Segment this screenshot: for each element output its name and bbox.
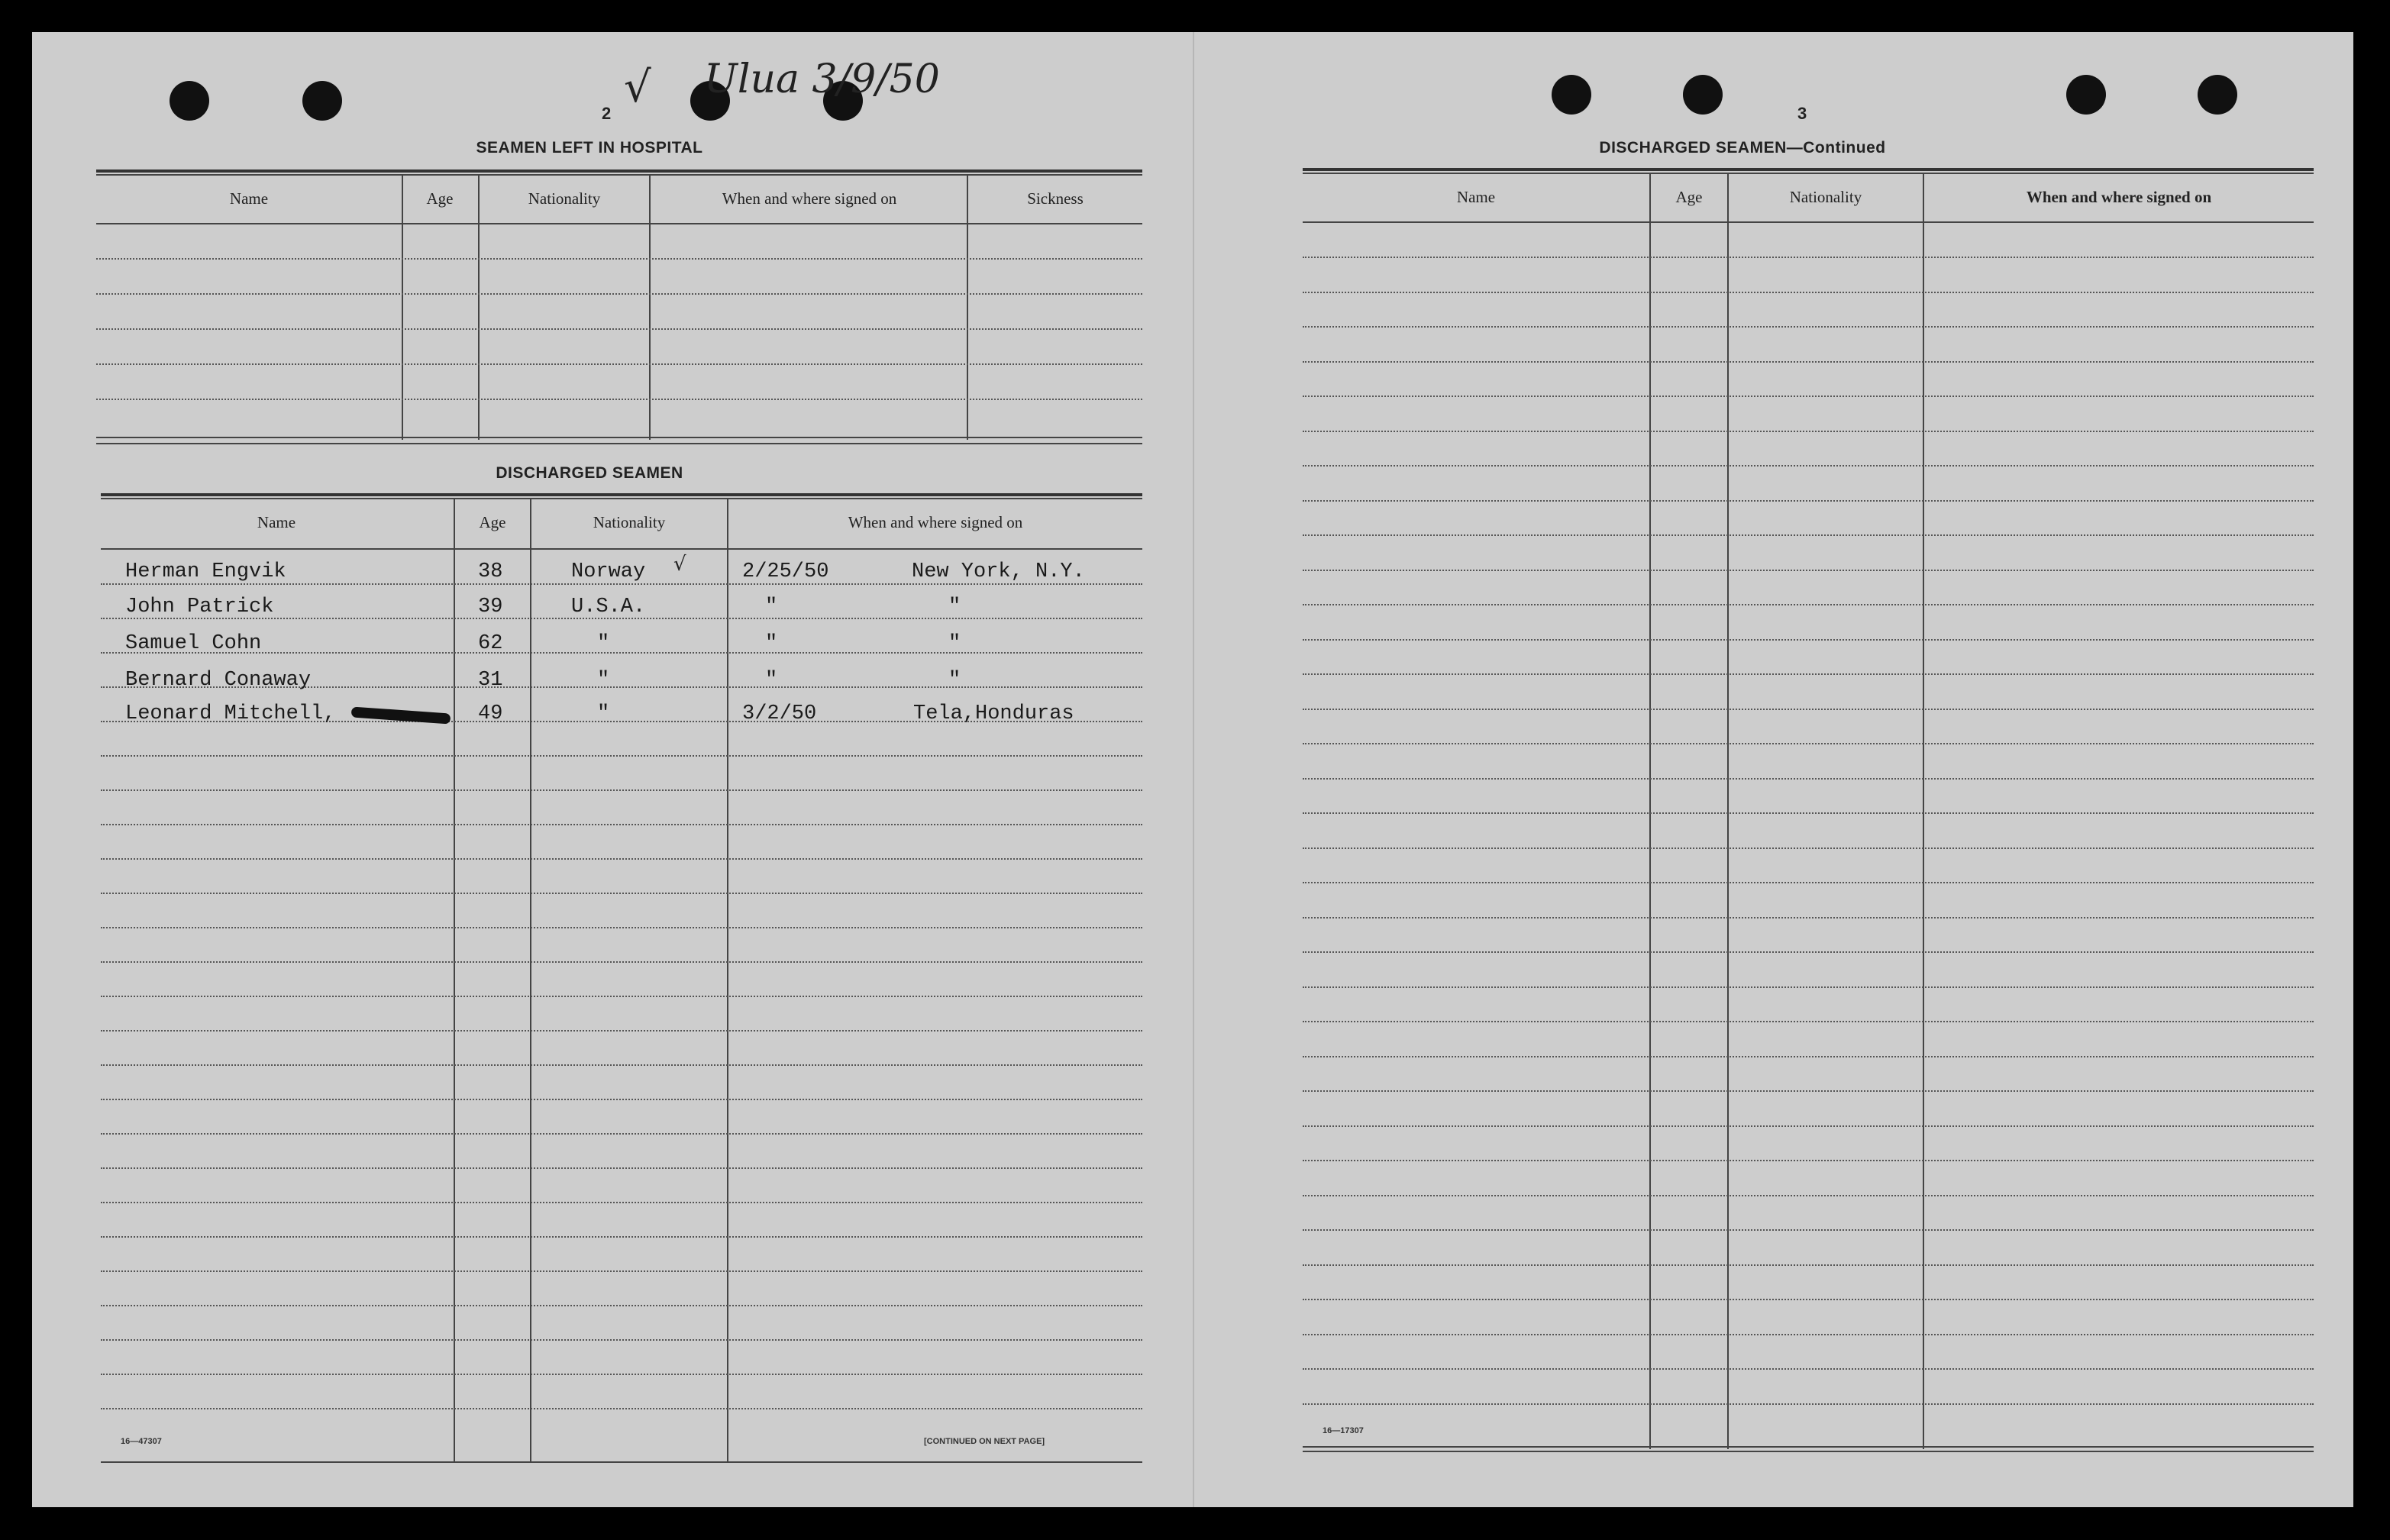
form-number: 16—17307 bbox=[1323, 1426, 1364, 1435]
divider bbox=[101, 1461, 1142, 1463]
row-line bbox=[1303, 778, 2314, 780]
hospital-header-nationality: Nationality bbox=[528, 189, 601, 208]
row-line bbox=[101, 927, 1142, 928]
row-line bbox=[101, 1305, 1142, 1306]
discharged-continued-title: DISCHARGED SEAMEN—Continued bbox=[1599, 139, 1886, 157]
row-line bbox=[101, 961, 1142, 963]
row-line bbox=[1303, 1403, 2314, 1405]
seaman-signed-date: " bbox=[765, 632, 778, 655]
row-line bbox=[1303, 1229, 2314, 1231]
column-line bbox=[1727, 174, 1729, 1449]
seaman-nationality: " bbox=[597, 669, 610, 692]
row-line bbox=[96, 328, 1142, 330]
row-line bbox=[101, 858, 1142, 860]
row-line bbox=[101, 1167, 1142, 1169]
continued-header-signed-on: When and where signed on bbox=[2026, 188, 2212, 206]
row-line bbox=[1303, 812, 2314, 814]
punch-hole bbox=[2198, 75, 2237, 115]
row-line bbox=[1303, 1056, 2314, 1057]
row-line bbox=[1303, 534, 2314, 536]
seaman-signed-date: 3/2/50 bbox=[742, 702, 817, 725]
continued-note: [CONTINUED ON NEXT PAGE] bbox=[924, 1437, 1045, 1446]
column-line bbox=[402, 176, 403, 440]
seaman-age: 49 bbox=[478, 702, 503, 725]
seaman-signed-date: " bbox=[765, 669, 778, 692]
form-number: 16—47307 bbox=[121, 1437, 162, 1446]
row-line bbox=[1303, 1160, 2314, 1161]
row-line bbox=[1303, 673, 2314, 675]
row-line bbox=[101, 824, 1142, 825]
discharged-header-nationality: Nationality bbox=[593, 513, 666, 531]
seaman-age: 31 bbox=[478, 669, 503, 692]
row-line bbox=[1303, 570, 2314, 571]
seaman-signed-place: New York, N.Y. bbox=[912, 560, 1085, 583]
divider bbox=[1303, 1451, 2314, 1452]
seaman-name: Herman Engvik bbox=[125, 560, 286, 583]
row-line bbox=[1303, 1090, 2314, 1092]
row-line bbox=[101, 583, 1142, 585]
row-line bbox=[1303, 1299, 2314, 1300]
row-line bbox=[1303, 743, 2314, 744]
page-number: 3 bbox=[1797, 104, 1807, 123]
seaman-name: Samuel Cohn bbox=[125, 632, 262, 655]
seaman-nationality: " bbox=[597, 632, 610, 655]
discharged-header-name: Name bbox=[257, 513, 296, 531]
row-line bbox=[101, 1064, 1142, 1066]
seaman-nationality: U.S.A. bbox=[571, 596, 646, 618]
row-line bbox=[101, 755, 1142, 757]
column-line bbox=[530, 499, 531, 1463]
seaman-nationality: Norway bbox=[571, 560, 646, 583]
divider bbox=[1303, 168, 2314, 171]
seaman-signed-date: 2/25/50 bbox=[742, 560, 829, 583]
row-line bbox=[1303, 1368, 2314, 1370]
row-line bbox=[1303, 1021, 2314, 1022]
row-line bbox=[1303, 639, 2314, 641]
row-line bbox=[101, 789, 1142, 791]
row-line bbox=[96, 399, 1142, 400]
divider bbox=[1303, 173, 2314, 174]
row-line bbox=[1303, 1195, 2314, 1196]
divider bbox=[96, 437, 1142, 438]
seaman-name: Bernard Conaway bbox=[125, 669, 312, 692]
row-line bbox=[1303, 1125, 2314, 1127]
row-line bbox=[101, 996, 1142, 997]
punch-hole bbox=[1552, 75, 1591, 115]
divider bbox=[96, 443, 1142, 444]
row-line bbox=[1303, 1264, 2314, 1266]
row-line bbox=[101, 1202, 1142, 1203]
column-line bbox=[1649, 174, 1651, 1449]
row-line bbox=[1303, 1334, 2314, 1335]
punch-hole bbox=[170, 81, 209, 121]
row-line bbox=[1303, 882, 2314, 883]
row-line bbox=[101, 1408, 1142, 1409]
row-line bbox=[101, 1099, 1142, 1100]
seaman-nationality: " bbox=[597, 702, 610, 725]
column-line bbox=[454, 499, 455, 1463]
hospital-header-age: Age bbox=[426, 189, 454, 208]
row-line bbox=[101, 1270, 1142, 1272]
hospital-header-name: Name bbox=[229, 189, 269, 208]
row-line bbox=[1303, 361, 2314, 363]
row-line bbox=[96, 258, 1142, 260]
row-line bbox=[1303, 986, 2314, 988]
divider bbox=[101, 498, 1142, 499]
divider bbox=[101, 548, 1142, 550]
row-line bbox=[1303, 847, 2314, 849]
row-line bbox=[1303, 431, 2314, 432]
row-line bbox=[101, 1339, 1142, 1341]
discharged-section-title: DISCHARGED SEAMEN bbox=[496, 464, 683, 482]
handwritten-note: Ulua 3/9/50 bbox=[704, 56, 940, 102]
row-line bbox=[101, 893, 1142, 894]
row-line bbox=[1303, 465, 2314, 467]
column-line bbox=[478, 176, 480, 440]
column-line bbox=[1923, 174, 1924, 1449]
column-line bbox=[967, 176, 968, 440]
seaman-name: Leonard Mitchell, bbox=[125, 702, 336, 725]
divider bbox=[96, 169, 1142, 173]
seaman-age: 38 bbox=[478, 560, 503, 583]
row-line bbox=[101, 1374, 1142, 1375]
row-line bbox=[1303, 604, 2314, 605]
seaman-signed-place: " bbox=[948, 596, 961, 618]
seaman-age: 62 bbox=[478, 632, 503, 655]
seaman-signed-place: " bbox=[948, 632, 961, 655]
row-line bbox=[101, 1133, 1142, 1135]
row-line bbox=[1303, 917, 2314, 919]
divider bbox=[1303, 221, 2314, 223]
row-line bbox=[1303, 500, 2314, 502]
divider bbox=[1303, 1446, 2314, 1448]
punch-hole bbox=[1683, 75, 1723, 115]
column-line bbox=[649, 176, 651, 440]
row-line bbox=[101, 1030, 1142, 1032]
row-line bbox=[1303, 395, 2314, 397]
hospital-section-title: SEAMEN LEFT IN HOSPITAL bbox=[476, 139, 703, 157]
discharged-header-signed-on: When and where signed on bbox=[848, 513, 1023, 531]
row-line bbox=[1303, 326, 2314, 328]
row-line bbox=[1303, 709, 2314, 710]
row-line bbox=[1303, 257, 2314, 258]
right-page bbox=[1193, 32, 2353, 1507]
seaman-name: John Patrick bbox=[125, 596, 274, 618]
discharged-header-age: Age bbox=[479, 513, 506, 531]
seaman-signed-place: " bbox=[948, 669, 961, 692]
continued-header-age: Age bbox=[1675, 188, 1703, 206]
punch-hole bbox=[302, 81, 342, 121]
row-line bbox=[96, 293, 1142, 295]
row-line bbox=[101, 1236, 1142, 1238]
row-line bbox=[1303, 292, 2314, 293]
column-line bbox=[727, 499, 728, 1463]
row-line bbox=[1303, 951, 2314, 953]
divider bbox=[101, 493, 1142, 496]
divider bbox=[96, 174, 1142, 176]
handwritten-checkmark: √ bbox=[624, 63, 651, 112]
continued-header-name: Name bbox=[1456, 188, 1496, 206]
row-line bbox=[96, 363, 1142, 365]
divider bbox=[96, 223, 1142, 224]
page-number: 2 bbox=[602, 104, 612, 123]
seaman-age: 39 bbox=[478, 596, 503, 618]
continued-header-nationality: Nationality bbox=[1789, 188, 1862, 206]
document-sheet bbox=[32, 32, 2353, 1507]
hospital-header-signed-on: When and where signed on bbox=[722, 189, 897, 208]
hospital-header-sickness: Sickness bbox=[1027, 189, 1084, 208]
check-mark: √ bbox=[673, 553, 686, 576]
left-page bbox=[32, 32, 1193, 1507]
seaman-signed-place: Tela,Honduras bbox=[913, 702, 1074, 725]
seaman-signed-date: " bbox=[765, 596, 778, 618]
punch-hole bbox=[2066, 75, 2106, 115]
